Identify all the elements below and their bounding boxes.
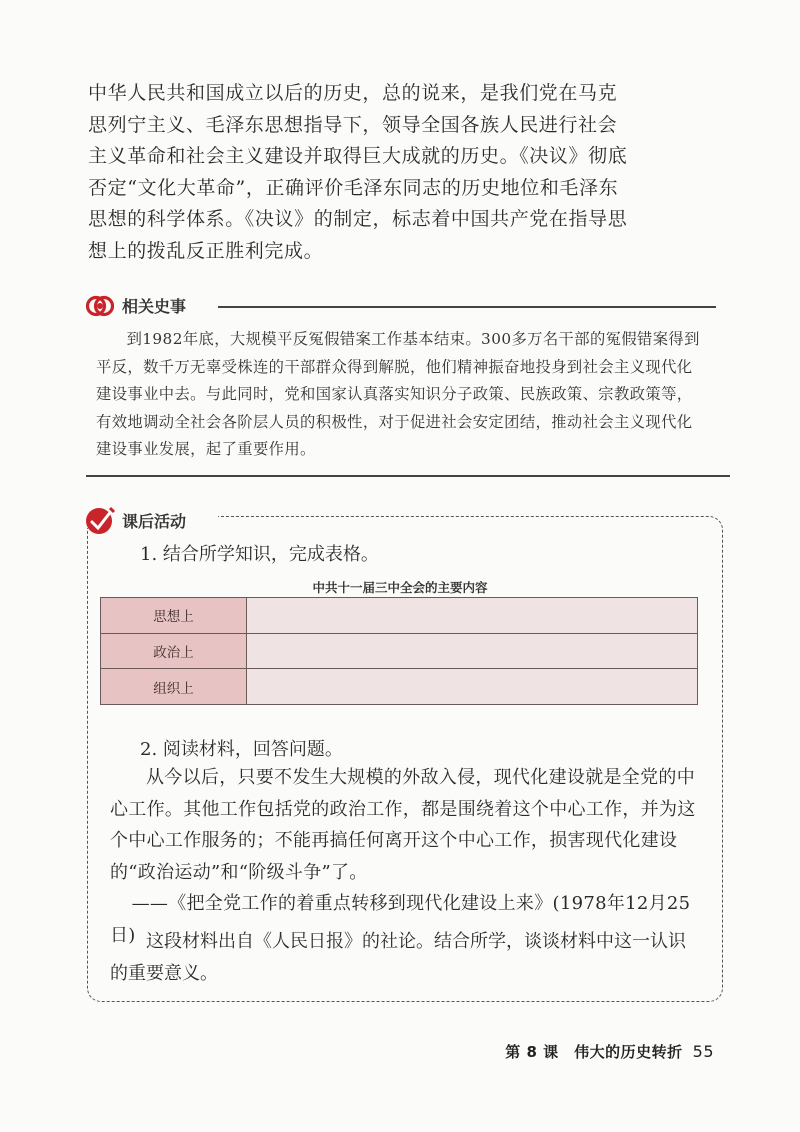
activity-title: 课后活动 (122, 512, 187, 531)
quote-text: 从今以后，只要不发生大规模的外敌入侵，现代化建设就是全党的中心工作。其他工作包括党的政治工作，都是围绕着这个中心工作，并为这个中心工作服务的；不能再搞任何离开这个中心工作，损害现代化建设的“政治运动”和“阶级斗争”了。 (110, 767, 696, 883)
row-label: 政治上 (101, 633, 247, 669)
quote-source: ——《把全党工作的着重点转移到现代化建设上来》(1978年12月25日) (110, 893, 691, 946)
related-history-paragraph: 到1982年底，大规模平反冤假错案工作基本结束。300多万名干部的冤假错案得到平反，数千万无辜受株连的干部群众得到解脱，他们精神振奋地投身到社会主义现代化建设事业中去。与此同时，党和国家认真落实知识分子政策、民族政策、宗教政策等，有效地调动全社会各阶层人员的积极性，对于促进社会安定团结，推动社会主义现代化建设事业发展，起了重要作用。 (96, 330, 700, 458)
answer-cell[interactable] (247, 633, 698, 669)
intro-line: 思想的科学体系。《决议》的制定，标志着中国共产党在指导思 (88, 208, 628, 230)
intro-line: 主义革命和社会主义建设并取得巨大成就的历史。《决议》彻底 (88, 145, 628, 167)
lesson-title: 第 8 课 伟大的历史转折 (505, 1043, 683, 1061)
row-label: 思想上 (101, 598, 247, 634)
row-label: 组织上 (101, 669, 247, 705)
question-2: 2. 阅读材料，回答问题。 (140, 739, 343, 760)
intro-line: 否定“文化大革命”，正确评价毛泽东同志的历史地位和毛泽东 (88, 176, 619, 199)
table-row (101, 633, 698, 669)
related-history-text (96, 326, 708, 464)
related-history-header (86, 290, 726, 320)
answer-cell[interactable] (247, 669, 698, 705)
page-footer (505, 1041, 714, 1062)
pencil-check-icon (84, 504, 116, 536)
table-row (101, 669, 698, 705)
related-history-title: 相关史事 (122, 297, 187, 316)
page-number: 55 (692, 1042, 714, 1061)
intro-line: 想上的拨乱反正胜利完成。 (88, 239, 324, 262)
summary-table (100, 597, 698, 705)
answer-cell[interactable] (247, 598, 698, 634)
divider (86, 475, 730, 477)
reading-material (110, 762, 700, 951)
intro-line: 中华人民共和国成立以后的历史，总的说来，是我们党在马克 (88, 82, 618, 104)
table-row (101, 598, 698, 634)
history-swirl-icon (86, 292, 114, 320)
divider (218, 306, 716, 308)
question-2-text: 这段材料出自《人民日报》的社论。结合所学，谈谈材料中这一认识的重要意义。 (110, 931, 686, 984)
table-title: 中共十一届三中全会的主要内容 (312, 580, 488, 595)
intro-line: 思列宁主义、毛泽东思想指导下，领导全国各族人民进行社会 (88, 113, 618, 136)
question-2-prompt (110, 926, 700, 989)
intro-paragraph (88, 78, 628, 267)
question-1: 1. 结合所学知识，完成表格。 (140, 544, 379, 565)
